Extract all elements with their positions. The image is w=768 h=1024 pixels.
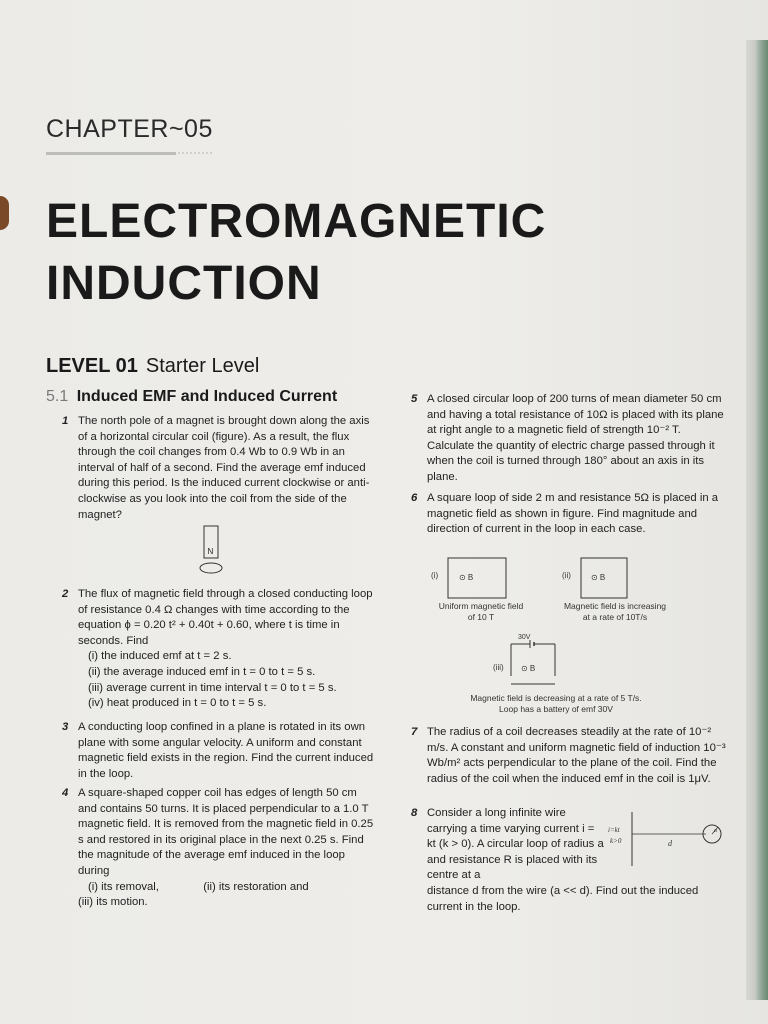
chapter-underline (46, 152, 176, 155)
title-line-2: INDUCTION (46, 257, 322, 310)
radius-label: a (714, 828, 717, 834)
question-text: A square loop of side 2 m and resistance 5Ω is placed in a magnetic field as shown in figure. Find magnitude and direction of current in the loop in each case. (427, 492, 719, 536)
caption-figure-iii: Magnetic field is decreasing at a rate of 5 T/s. Loop has a battery of emf 30V (470, 693, 642, 714)
distance-label: d (668, 839, 672, 848)
question-part: (ii) the average induced emf in t = 0 to t = 5 s. (88, 665, 316, 678)
question-6 (411, 491, 727, 538)
question-number: 1 (62, 415, 69, 427)
question-8-continued (427, 884, 727, 915)
question-part: (iii) average current in time interval t = 0 to t = 5 s. (88, 681, 337, 694)
question-text: The north pole of a magnet is brought down along the axis of a horizontal circular coil (figure). As a result, the flux through the coil changes from 0.4 Wb to 0.9 Wb in an interval of half of a second. Find the average emf induced during this period. Is the induced current clockwise or anti-clockwise as you look into the coil from the side of the magnet? (78, 415, 370, 521)
question-7 (411, 725, 727, 787)
battery-label: 30V (518, 634, 531, 641)
title-line-1: ELECTROMAGNETIC (46, 195, 547, 248)
figure-ii-label: (ii) (562, 571, 571, 580)
section-number: 5.1 (46, 388, 69, 405)
question-number: 5 (411, 393, 418, 405)
question-text: A closed circular loop of 200 turns of mean diameter 50 cm and having a total resistance of 10Ω is placed with its plane at right angle to a magnetic field of strength 10⁻² T. Calculate the quantity of electric charge passed through it when the coil is turned through 180° about an axis in its plane. (427, 393, 724, 483)
constant-label: k>0 (610, 837, 622, 845)
chapter-label: CHAPTER~05 (46, 115, 213, 143)
wire-loop-figure (606, 810, 726, 870)
question-text: The flux of magnetic field through a closed conducting loop of resistance 0.4 Ω changes with time according to the equation ϕ = 0.20 t² + 0.40t + 0.60, where t is time in seconds. Find (78, 588, 373, 647)
left-margin-mark (0, 196, 9, 230)
question-number: 8 (411, 807, 418, 819)
magnetic-field-label-ii: ⊙ B (591, 573, 606, 582)
page-edge (746, 40, 768, 1000)
square-loop-i (448, 558, 506, 598)
question-number: 4 (62, 787, 69, 799)
level-name: Starter Level (145, 355, 260, 377)
question-text: A square-shaped copper coil has edges of length 50 cm and contains 50 turns. It is placed perpendicular to a 1.0 T magnetic field. It is removed from the magnetic field in 0.25 s and restored in its original place in the next 0.25 s. Find the magnitude of the average emf induced in the loop during (78, 787, 374, 877)
section-heading (46, 388, 337, 406)
loop-iii-bottom (511, 683, 557, 687)
question-3 (62, 720, 378, 782)
caption-figure-ii: Magnetic field is increasing at a rate of 10T/s (563, 601, 667, 622)
question-text: A conducting loop confined in a plane is rotated in its own plane with some angular velocity. A uniform and constant magnetic field exists in the region. Find the current induced in the loop. (78, 721, 374, 780)
question-number: 6 (411, 492, 418, 504)
question-number: 2 (62, 588, 69, 600)
question-1 (62, 414, 378, 523)
section-title: Induced EMF and Induced Current (76, 388, 338, 405)
question-5 (411, 392, 727, 486)
chapter-title (46, 191, 546, 315)
magnetic-field-label-iii: ⊙ B (521, 664, 536, 673)
question-text: The radius of a coil decreases steadily at the rate of 10⁻² m/s. A constant and uniform magnetic field of induction 10⁻³ Wb/m² acts perpendicular to the plane of the coil. Find the radius of the coil when the induced emf in the coil is 1μV. (427, 726, 726, 785)
question-text: Consider a long infinite wire carrying a time varying current i = kt (k > 0). A circular loop of radius a and resistance R is placed with its centre at a (427, 807, 604, 882)
caption-figure-i: Uniform magnetic field of 10 T (438, 601, 524, 622)
magnetic-field-label-i: ⊙ B (459, 573, 474, 582)
question-part (78, 880, 378, 896)
coil-ellipse (200, 563, 222, 573)
level-label: LEVEL 01 (46, 355, 138, 377)
question-part-iii: (iii) its motion. (78, 896, 148, 909)
question-4 (62, 786, 378, 911)
question-number: 7 (411, 726, 418, 738)
question-part-ii: (ii) its restoration and (203, 880, 309, 893)
figure-iii-label: (iii) (493, 663, 504, 672)
chapter-underline-dotted (178, 152, 212, 156)
current-label: i=kt (608, 826, 620, 834)
question-text: distance d from the wire (a << d). Find out the induced current in the loop. (427, 885, 699, 913)
magnet-pole-label: N (207, 547, 214, 556)
figure-i-label: (i) (431, 571, 439, 580)
question-part-i: (i) its removal, (88, 880, 159, 893)
question-part: (iv) heat produced in t = 0 to t = 5 s. (88, 697, 267, 710)
question-2 (62, 587, 378, 712)
question-part: (i) the induced emf at t = 2 s. (88, 650, 232, 663)
level-heading (46, 355, 259, 378)
question-number: 3 (62, 721, 69, 733)
question-8 (411, 806, 605, 884)
magnet-coil-figure (192, 524, 232, 580)
